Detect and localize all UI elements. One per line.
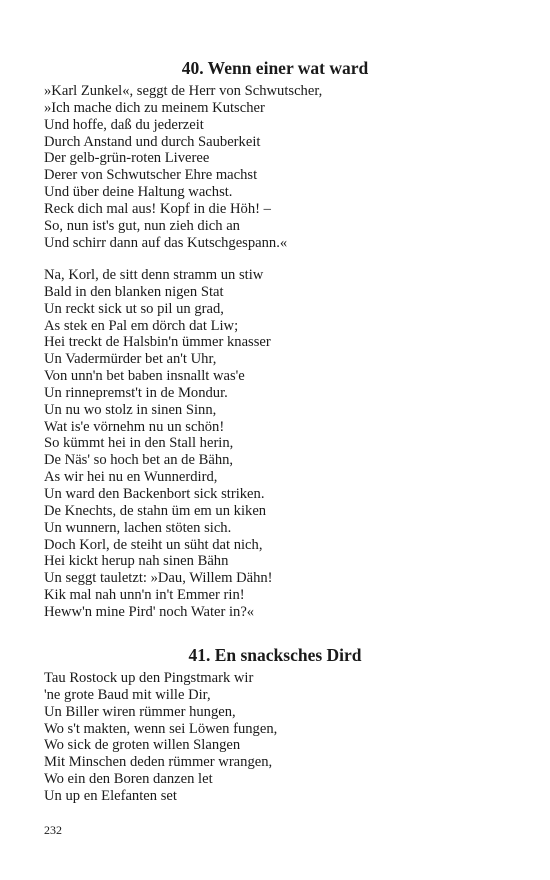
verse-line: Reck dich mal aus! Kopf in die Höh! – (44, 200, 271, 217)
verse-line: Un up en Elefanten set (44, 787, 177, 804)
verse-line: Un seggt tauletzt: »Dau, Willem Dähn! (44, 570, 273, 587)
poem-41-stanza-1 (44, 670, 514, 805)
verse-line: »Ich mache dich zu meinem Kutscher (44, 99, 265, 116)
verse-line: De Knechts, de stahn üm em un kiken (44, 502, 267, 519)
verse-line: So, nun ist's gut, nun zieh dich an (44, 217, 240, 234)
verse-line: Un rinnepremst't in de Mondur. (44, 384, 228, 401)
verse-line: So kümmt hei in den Stall herin, (44, 435, 234, 452)
verse-line: Bald in den blanken nigen Stat (44, 283, 224, 300)
verse-line: Un reckt sick ut so pil un grad, (44, 300, 224, 317)
verse-line: Derer von Schwutscher Ehre machst (44, 167, 258, 184)
verse-line: Hei treckt de Halsbin'n ümmer knasser (44, 334, 271, 351)
verse-line: Heww'n mine Pird' noch Water in?« (44, 603, 255, 620)
poem-40-stanza-1 (44, 83, 514, 251)
verse-line: Wo s't makten, wenn sei Löwen fungen, (44, 720, 278, 737)
verse-line: Wo sick de groten willen Slangen (44, 737, 241, 754)
poem-40-stanza-2 (44, 267, 514, 621)
verse-line: Der gelb-grün-roten Liveree (44, 150, 210, 167)
verse-line: 'ne grote Baud mit wille Dir, (44, 686, 211, 703)
verse-line: Na, Korl, de sitt denn stramm un stiw (44, 267, 264, 283)
verse-line: Hei kickt herup nah sinen Bähn (44, 553, 229, 570)
page-number: 232 (44, 823, 62, 837)
verse-line: Von unn'n bet baben insnallt was'e (44, 368, 245, 385)
verse-line: Durch Anstand und durch Sauberkeit (44, 133, 261, 150)
verse-line: Un nu wo stolz in sinen Sinn, (44, 401, 217, 418)
verse-line: Doch Korl, de steiht un süht dat nich, (44, 536, 263, 553)
verse-line: Und schirr dann auf das Kutschgespann.« (44, 234, 288, 251)
verse-line: Wat is'e vörnehm nu un schön! (44, 418, 225, 435)
verse-line: Und hoffe, daß du jederzeit (44, 116, 204, 133)
poem-title-41: 41. En snacksches Dird (188, 645, 362, 665)
verse-line: Un wunnern, lachen stöten sich. (44, 519, 232, 536)
verse-line: Und über deine Haltung wachst. (44, 184, 233, 201)
verse-line: Tau Rostock up den Pingstmark wir (44, 670, 254, 686)
poem-title-40: 40. Wenn einer wat ward (181, 58, 369, 78)
verse-line: De Näs' so hoch bet an de Bähn, (44, 452, 234, 469)
verse-line: As wir hei nu en Wunnerdird, (44, 469, 218, 486)
verse-line: Wo ein den Boren danzen let (44, 771, 213, 788)
verse-line: As stek en Pal em dörch dat Liw; (44, 317, 239, 334)
verse-line: Un Vadermürder bet an't Uhr, (44, 351, 217, 368)
verse-line: Mit Minschen deden rümmer wrangen, (44, 754, 273, 771)
verse-line: Un ward den Backenbort sick striken. (44, 485, 265, 502)
verse-line: Un Biller wiren rümmer hungen, (44, 703, 236, 720)
verse-line: Kik mal nah unn'n in't Emmer rin! (44, 587, 245, 604)
verse-line: »Karl Zunkel«, seggt de Herr von Schwutscher, (44, 83, 323, 99)
